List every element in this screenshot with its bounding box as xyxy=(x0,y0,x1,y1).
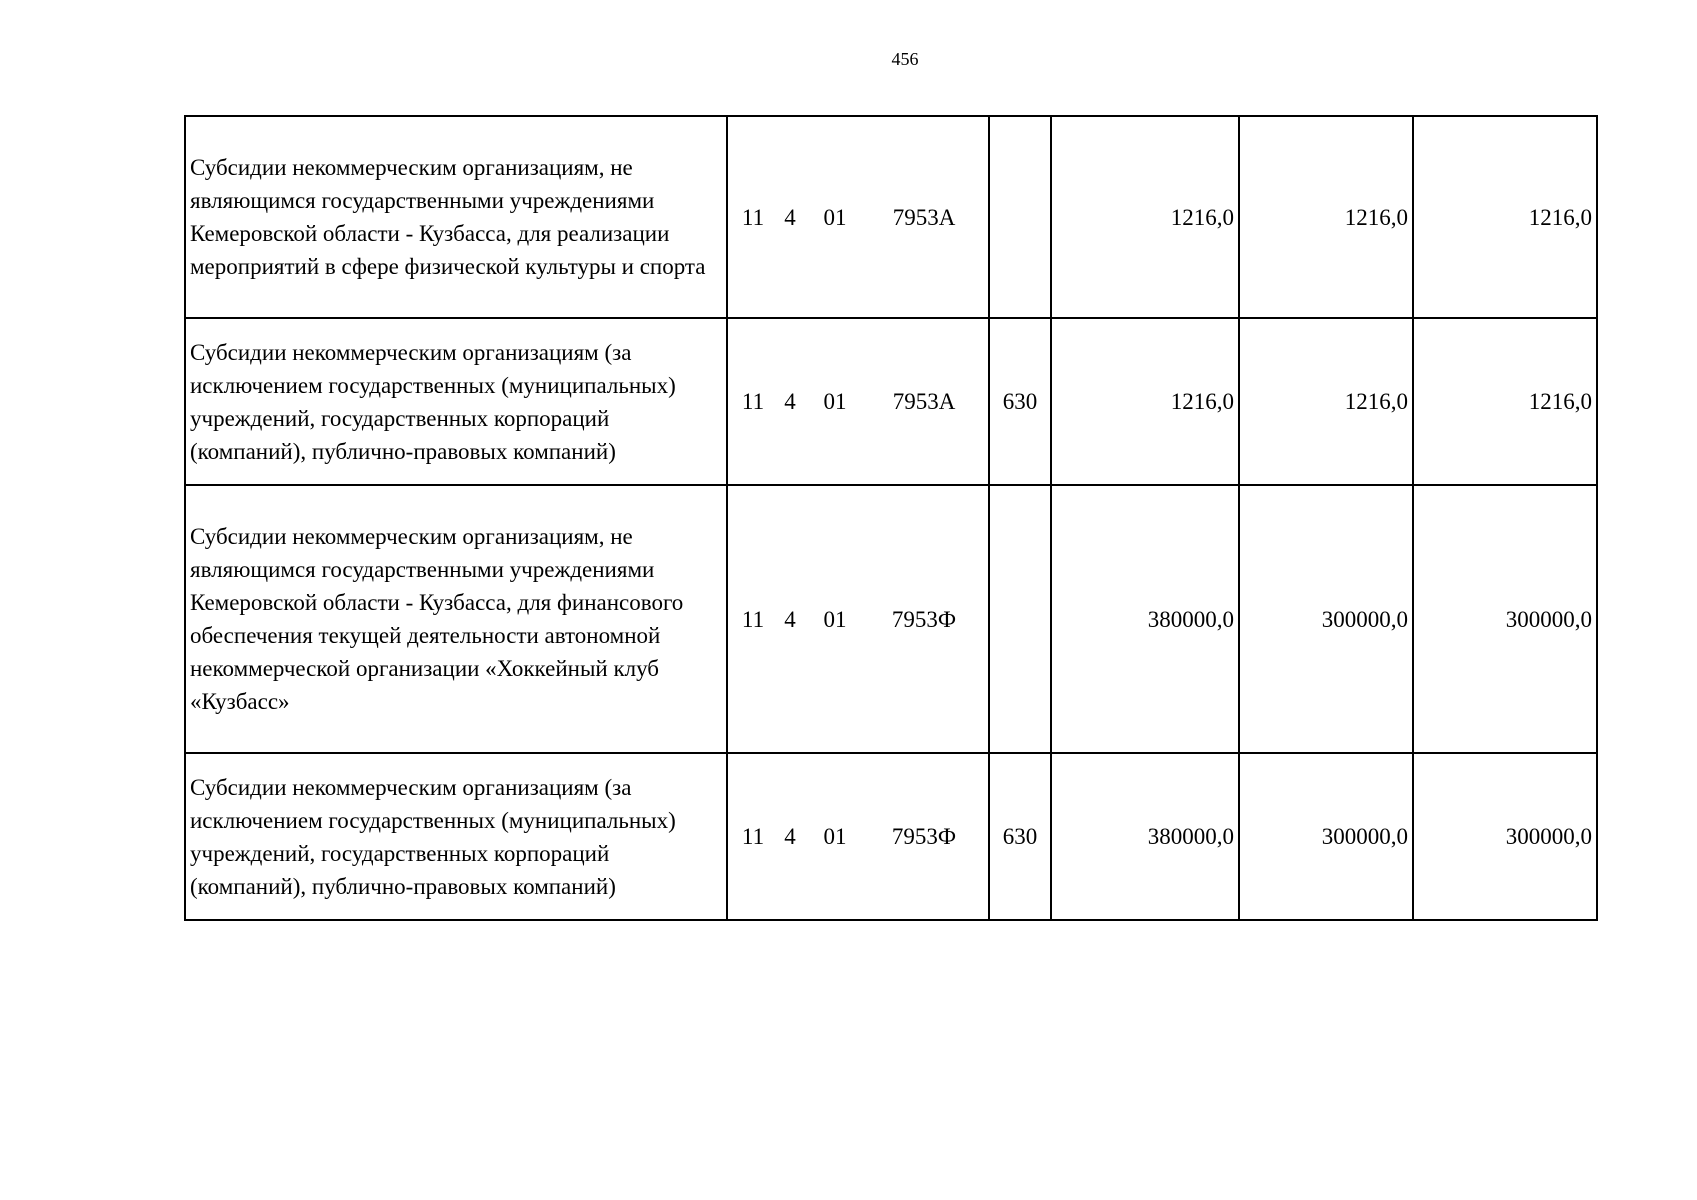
activity-code: 01 xyxy=(823,204,847,230)
amount-year-3: 1216,0 xyxy=(1413,318,1597,485)
activity-code: 01 xyxy=(823,389,847,414)
program-code: 11 xyxy=(741,606,765,632)
expense-type-code xyxy=(989,116,1051,318)
amount-year-3: 1216,0 xyxy=(1413,116,1597,318)
amount-year-1: 380000,0 xyxy=(1051,485,1239,753)
activity-code: 01 xyxy=(823,824,847,849)
budget-classification-codes xyxy=(727,485,989,753)
row-description: Субсидии некоммерческим организациям (за исключением государственных (муниципальных) учреждений, государственных корпораций (компаний), публично-правовых компаний) xyxy=(185,318,727,485)
amount-year-1: 1216,0 xyxy=(1051,318,1239,485)
direction-code: 7953Ф xyxy=(891,824,957,849)
subprogram-code: 4 xyxy=(784,204,796,230)
direction-code: 7953А xyxy=(892,204,956,230)
budget-classification-codes xyxy=(727,753,989,920)
amount-year-2: 1216,0 xyxy=(1239,318,1413,485)
row-description: Субсидии некоммерческим организациям, не являющимся государственными учреждениями Кемеровской области - Кузбасса, для реализации мероприятий в сфере физической культуры и спорта xyxy=(185,116,727,318)
table-row xyxy=(185,753,1597,920)
amount-year-2: 1216,0 xyxy=(1239,116,1413,318)
amount-year-1: 1216,0 xyxy=(1051,116,1239,318)
table-row xyxy=(185,116,1597,318)
subprogram-code: 4 xyxy=(784,389,796,414)
expense-type-code: 630 xyxy=(989,753,1051,920)
activity-code: 01 xyxy=(823,606,847,632)
subprogram-code: 4 xyxy=(784,824,796,849)
table-row xyxy=(185,318,1597,485)
page-number: 456 xyxy=(891,49,919,69)
amount-year-2: 300000,0 xyxy=(1239,753,1413,920)
row-description: Субсидии некоммерческим организациям, не являющимся государственными учреждениями Кемеровской области - Кузбасса, для финансового обеспечения текущей деятельности автономной некоммерческой организации «Хоккейный клуб «Кузбасс» xyxy=(185,485,727,753)
table-row xyxy=(185,485,1597,753)
budget-classification-codes xyxy=(727,116,989,318)
row-description: Субсидии некоммерческим организациям (за исключением государственных (муниципальных) учреждений, государственных корпораций (компаний), публично-правовых компаний) xyxy=(185,753,727,920)
budget-table xyxy=(184,115,1598,921)
subprogram-code: 4 xyxy=(784,606,796,632)
amount-year-2: 300000,0 xyxy=(1239,485,1413,753)
program-code: 11 xyxy=(741,824,765,849)
expense-type-code: 630 xyxy=(989,318,1051,485)
amount-year-3: 300000,0 xyxy=(1413,753,1597,920)
budget-classification-codes xyxy=(727,318,989,485)
program-code: 11 xyxy=(741,389,765,414)
direction-code: 7953Ф xyxy=(891,606,957,632)
amount-year-3: 300000,0 xyxy=(1413,485,1597,753)
expense-type-code xyxy=(989,485,1051,753)
direction-code: 7953А xyxy=(892,389,956,414)
amount-year-1: 380000,0 xyxy=(1051,753,1239,920)
program-code: 11 xyxy=(741,204,765,230)
